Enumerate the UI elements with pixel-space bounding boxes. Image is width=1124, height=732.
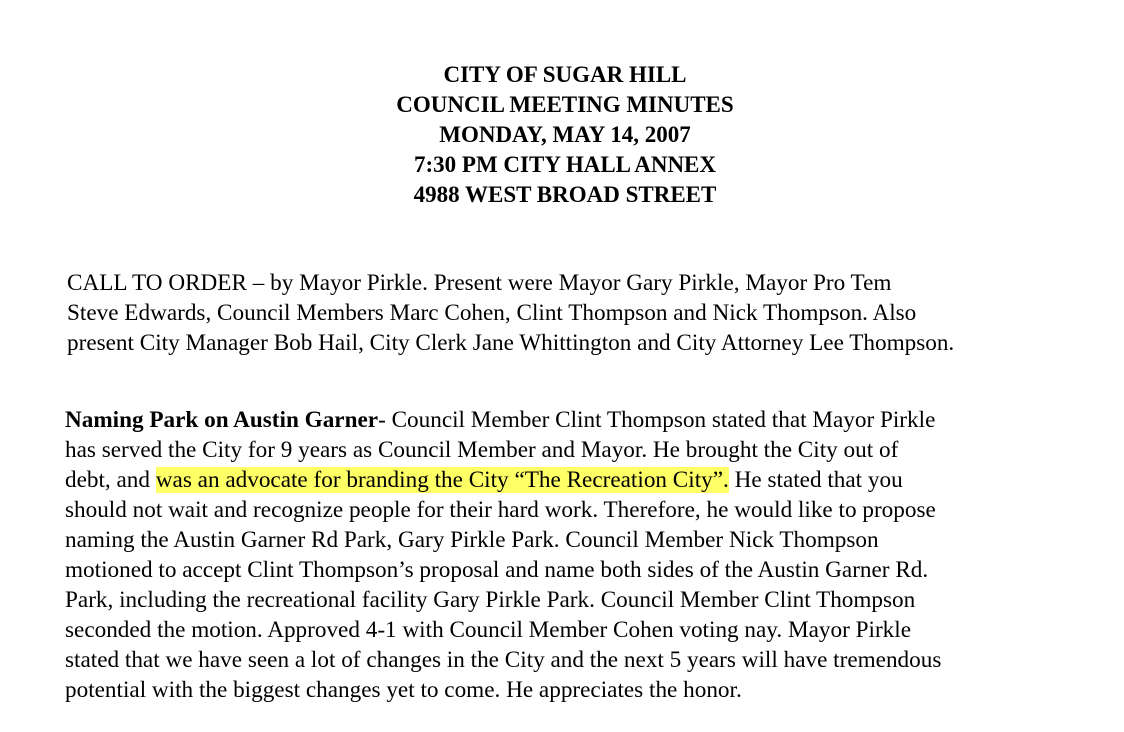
- document-header: [0, 60, 1124, 210]
- header-meeting-date: MONDAY, MAY 14, 2007: [439, 122, 691, 147]
- naming-park-line-8: seconded the motion. Approved 4-1 with Council Member Cohen voting nay. Mayor Pirkle: [65, 617, 911, 643]
- highlighted-text: was an advocate for branding the City “The Recreation City”.: [155, 467, 729, 493]
- naming-park-line-2: has served the City for 9 years as Council Member and Mayor. He brought the City out of: [65, 437, 899, 463]
- naming-park-line-3-after: He stated that you: [728, 467, 903, 493]
- call-to-order-line-1: CALL TO ORDER – by Mayor Pirkle. Present were Mayor Gary Pirkle, Mayor Pro Tem: [67, 270, 892, 296]
- call-to-order-line-3: present City Manager Bob Hail, City Clerk Jane Whittington and City Attorney Lee Thompson.: [67, 330, 955, 356]
- naming-park-line-9: stated that we have seen a lot of changes in the City and the next 5 years will have tremendous: [65, 647, 942, 673]
- naming-park-line-1-text: - Council Member Clint Thompson stated that Mayor Pirkle: [378, 407, 936, 433]
- naming-park-line-3-before: debt, and: [65, 467, 156, 493]
- naming-park-line-4: should not wait and recognize people for their hard work. Therefore, he would like to propose: [65, 497, 936, 523]
- header-city-name: CITY OF SUGAR HILL: [443, 62, 687, 87]
- naming-park-line-10: potential with the biggest changes yet to come. He appreciates the honor.: [65, 677, 742, 703]
- naming-park-line-5: naming the Austin Garner Rd Park, Gary Pirkle Park. Council Member Nick Thompson: [65, 527, 879, 553]
- header-meeting-time-location: 7:30 PM CITY HALL ANNEX: [414, 152, 716, 177]
- header-document-title: COUNCIL MEETING MINUTES: [396, 92, 734, 117]
- naming-park-paragraph: [65, 405, 1115, 705]
- header-address: 4988 WEST BROAD STREET: [413, 182, 717, 207]
- call-to-order-line-2: Steve Edwards, Council Members Marc Cohen, Clint Thompson and Nick Thompson. Also: [67, 300, 917, 326]
- naming-park-line-3: [65, 465, 1115, 495]
- naming-park-line-1: [65, 405, 1115, 435]
- call-to-order-paragraph: [67, 268, 1117, 358]
- naming-park-heading: Naming Park on Austin Garner: [65, 407, 379, 433]
- naming-park-line-6: motioned to accept Clint Thompson’s proposal and name both sides of the Austin Garner Rd.: [65, 557, 929, 583]
- naming-park-line-7: Park, including the recreational facility Gary Pirkle Park. Council Member Clint Thompson: [65, 587, 916, 613]
